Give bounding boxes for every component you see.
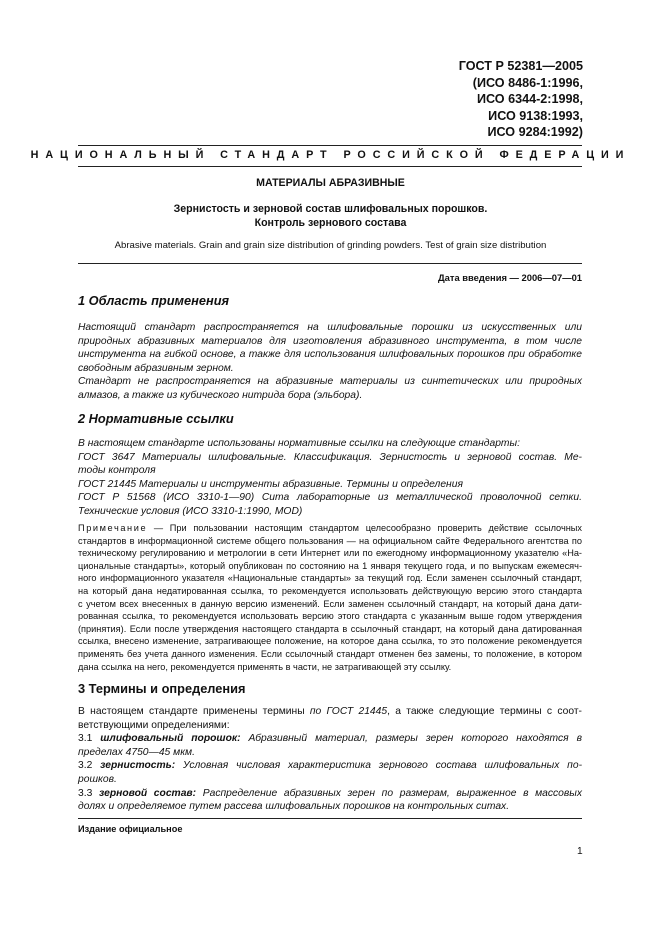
text-line: пределах 4750—45 мкм. [78,746,195,758]
text-line: ветствующими определениями: [78,719,230,731]
text-line: Стандарт не распространяется на абразивные материалы из синтетических или природных [78,376,582,388]
text-line: ГОСТ 3647 Материалы шлифовальные. Классификация. Зернистость и зерновой состав. Ме- [78,451,582,463]
text-line: ГОСТ 21445 Материалы и инструменты абразивные. Термины и определения [78,478,463,490]
term-3-2: 3.2 зернистость: Условная числовая характеристика зернового состава шлифовальных по- [78,760,582,772]
note-line: техническому регулированию и метрологии в сети Интернет или по ежегодному информационному указателю «На- [78,548,582,559]
english-title: Abrasive materials. Grain and grain size distribution of grinding powders. Test of grain size distribution [114,240,547,251]
text-line: В настоящем стандарте использованы нормативные ссылки на следующие стандарты: [78,438,520,449]
page-number: 1 [577,846,583,857]
banner-rule [78,166,582,167]
designation-line: (ИСО 8486-1:1996, [472,75,583,90]
note-line: дана ссылка на него, рекомендуется применять в части, не затрагивающей эту ссылку. [78,661,452,672]
top-rule [78,145,582,146]
text-line: свободным абразивным зерном. [78,362,234,374]
term-3-1: 3.1 шлифовальный порошок: Абразивный материал, размеры зерен которого находятся в [78,733,582,745]
text-line: рошков. [78,773,117,785]
text-line: Технические условия (ИСО 3310-1:1990, MOD) [78,505,303,517]
section-2-note [78,522,582,673]
title-rule [78,263,582,264]
document-title: МАТЕРИАЛЫ АБРАЗИВНЫЕ [256,177,405,189]
designation-line: ГОСТ Р 52381—2005 [458,59,583,73]
text-line: природных абразивных материалов для изготовления абразивного инструмента, в том числе [78,335,582,347]
section-2-heading: 2 Нормативные ссылки [78,411,234,426]
section-3-body [78,705,582,814]
note-line: с учетом всех внесенных в данную версию изменений. Если заменен ссылочный стандарт, на который дана дати- [78,598,582,609]
note-line: рованная ссылка, то рекомендуется использовать версию этого стандарта с указанным выше годом утверждения [78,611,582,622]
official-edition-label: Издание официальное [78,824,183,834]
note-line: циональные стандарты», который опубликован по состоянию на 1 января текущего года, и по выпускам ежемесяч- [78,560,582,571]
note-line: на который дана недатированная ссылка, то рекомендуется использовать действующую версию этого стандарта [78,585,582,596]
note-first-line: Примечание — При пользовании настоящим стандартом целесообразно проверить действие ссылочных [78,523,582,533]
section-3-heading: 3 Термины и определения [78,681,246,696]
text-line: В настоящем стандарте применены термины по ГОСТ 21445, а также следующие термины с соот- [78,706,582,717]
designation-line: ИСО 9138:1993, [488,108,583,123]
note-line: стандартов в информационной системе общего пользования — на официальном сайте Федерального агентства по [78,535,582,546]
note-line: (принятия). Если после утверждения настоящего стандарта в ссылочный стандарт, на который дана датированная [78,623,582,634]
note-line: ссылка, внесено изменение, затрагивающее положение, на которое дана ссылка, то это положение рекомендуется [78,636,582,647]
note-label: Примечание [78,523,148,533]
designation-line: ИСО 9284:1992) [487,125,583,139]
subtitle-line: Контроль зернового состава [254,217,407,229]
designation-line: ИСО 6344-2:1998, [476,92,583,106]
text-line: тоды контроля [78,465,156,477]
document-subtitle [60,202,601,230]
text-line: Настоящий стандарт распространяется на шлифовальные порошки из искусственных или [78,322,582,333]
footer-rule [78,818,582,819]
text-line: долях и определяемое путем рассева шлифовальных порошков на контрольных ситах. [78,801,510,813]
text-line: инструмента на гибкой основе, а также для использования шлифовальных порошков при обработке [78,349,582,361]
section-1-heading: 1 Область применения [78,293,230,308]
term-3-3: 3.3 зерновой состав: Распределение абразивных зерен по размерам, выраженное в массовых [78,787,582,799]
national-standard-banner: НАЦИОНАЛЬНЫЙ СТАНДАРТ РОССИЙСКОЙ ФЕДЕРАЦИИ [30,149,631,161]
section-1-paragraph [78,321,582,403]
introduction-date: Дата введения — 2006—07—01 [437,272,582,283]
note-line: применять без учета данного изменения. Если ссылочный стандарт отменен без замены, то положение, в котором [78,648,582,659]
standard-designation [459,58,583,141]
text-line: алмазов, а также из кубического нитрида бора (эльбора). [78,389,363,401]
note-line: ного информационного указателя «Национальные стандарты» за текущий год. Если заменен ссылочный стандарт, [78,573,582,584]
subtitle-line: Зернистость и зерновой состав шлифовальных порошков. [173,203,488,215]
section-2-references [78,437,582,519]
text-line: ГОСТ Р 51568 (ИСО 3310-1—90) Сита лабораторные из металлической проволочной сетки. [78,492,582,504]
